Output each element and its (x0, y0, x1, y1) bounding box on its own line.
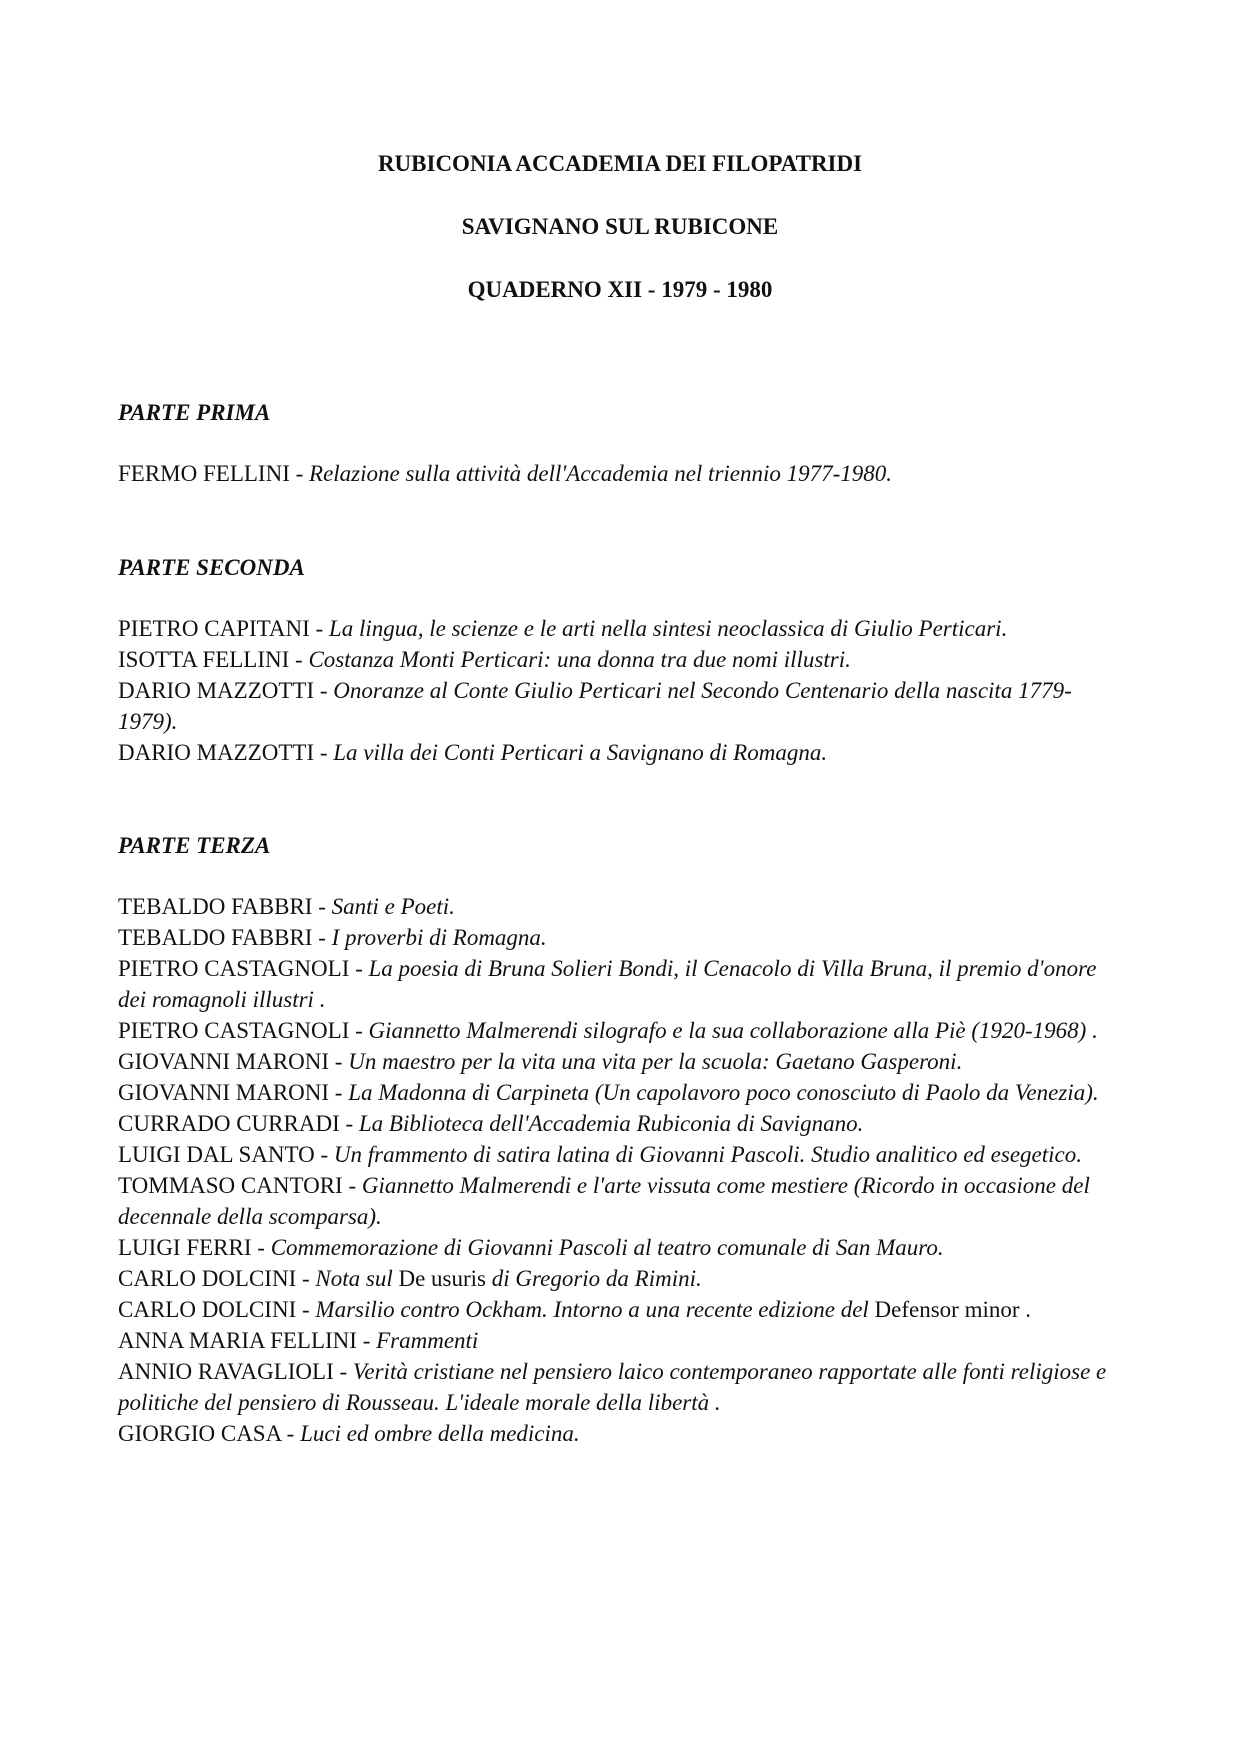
list-item (118, 458, 1128, 489)
entry-work-title: De usuris (398, 1266, 487, 1291)
header-city: SAVIGNANO SUL RUBICONE (461, 214, 779, 239)
list-item (118, 1356, 1128, 1418)
entry-title: Costanza Monti Perticari: una donna tra due nomi illustri. (308, 647, 851, 672)
list-item (118, 1077, 1128, 1108)
entry-author: CARLO DOLCINI - (118, 1266, 316, 1291)
entry-author: LUIGI FERRI - (118, 1235, 271, 1260)
entry-author: CURRADO CURRADI - (118, 1111, 359, 1136)
list-item (118, 1170, 1128, 1232)
entry-title: La lingua, le scienze e le arti nella sintesi neoclassica di Giulio Perticari. (328, 616, 1008, 641)
list-item (118, 1139, 1128, 1170)
entry-author: LUIGI DAL SANTO - (118, 1142, 334, 1167)
list-item (118, 737, 1128, 768)
list-item (118, 1046, 1128, 1077)
part-title: PARTE TERZA (118, 833, 271, 858)
entry-title: La villa dei Conti Perticari a Savignano di Romagna. (333, 740, 828, 765)
entry-author: DARIO MAZZOTTI - (118, 740, 334, 765)
entry-author: TEBALDO FABBRI - (118, 894, 332, 919)
list-item (118, 891, 1128, 922)
entry-author: TEBALDO FABBRI - (118, 925, 332, 950)
list-item (118, 1418, 1128, 1449)
header-academy-name: RUBICONIA ACCADEMIA DEI FILOPATRIDI (377, 151, 863, 176)
entry-title: La Biblioteca dell'Accademia Rubiconia di Savignano. (358, 1111, 864, 1136)
entry-title: Luci ed ombre della medicina. (300, 1421, 580, 1446)
list-item (118, 922, 1128, 953)
entry-author: PIETRO CASTAGNOLI - (118, 1018, 369, 1043)
list-item (118, 1263, 1128, 1294)
list-item (118, 1232, 1128, 1263)
list-item (118, 953, 1128, 1015)
entry-title: Onoranze al Conte Giulio Perticari nel Secondo Centenario della nascita 1779-1979). (118, 678, 1072, 734)
entry-list (118, 891, 1128, 1449)
entry-title: Un maestro per la vita una vita per la scuola: Gaetano Gasperoni. (348, 1049, 963, 1074)
entry-author: FERMO FELLINI - (118, 461, 310, 486)
section-parte-terza (118, 831, 1128, 1449)
entry-title: La poesia di Bruna Solieri Bondi, il Cenacolo di Villa Bruna, il premio d'onore dei romagnoli illustri . (118, 956, 1097, 1012)
entry-author: GIOVANNI MARONI - (118, 1080, 349, 1105)
entry-title: Un frammento di satira latina di Giovanni Pascoli. Studio analitico ed esegetico. (333, 1142, 1082, 1167)
entry-title: Giannetto Malmerendi silografo e la sua collaborazione alla Piè (1920-1968) . (368, 1018, 1098, 1043)
entry-list (118, 613, 1128, 768)
entry-title: Verità cristiane nel pensiero laico contemporaneo rapportate alle fonti religiose e politiche del pensiero di Rousseau. L'ideale morale della libertà . (118, 1359, 1107, 1415)
entry-author: GIOVANNI MARONI - (118, 1049, 349, 1074)
entry-title: I proverbi di Romagna. (331, 925, 547, 950)
part-title: PARTE PRIMA (118, 400, 271, 425)
entry-title: Marsilio contro Ockham. Intorno a una recente edizione del (315, 1297, 875, 1322)
entry-title-continued: di Gregorio da Rimini. (486, 1266, 702, 1291)
list-item (118, 1015, 1128, 1046)
entry-author: DARIO MAZZOTTI - (118, 678, 334, 703)
entry-title: Frammenti (376, 1328, 479, 1353)
entry-author: CARLO DOLCINI - (118, 1297, 316, 1322)
entry-work-title: Defensor minor . (874, 1297, 1032, 1322)
entry-author: ANNIO RAVAGLIOLI - (118, 1359, 353, 1384)
header-volume: QUADERNO XII - 1979 - 1980 (467, 277, 773, 302)
entry-title: Relazione sulla attività dell'Accademia nel triennio 1977-1980. (309, 461, 893, 486)
entry-author: ISOTTA FELLINI - (118, 647, 309, 672)
list-item (118, 613, 1128, 644)
entry-title: La Madonna di Carpineta (Un capolavoro poco conosciuto di Paolo da Venezia). (348, 1080, 1099, 1105)
entry-author: GIORGIO CASA - (118, 1421, 301, 1446)
list-item (118, 644, 1128, 675)
entry-author: PIETRO CASTAGNOLI - (118, 956, 369, 981)
section-parte-seconda (118, 553, 1128, 768)
entry-author: PIETRO CAPITANI - (118, 616, 329, 641)
entry-author: ANNA MARIA FELLINI - (118, 1328, 377, 1353)
entry-author: TOMMASO CANTORI - (118, 1173, 362, 1198)
list-item (118, 675, 1128, 737)
entry-title: Nota sul (315, 1266, 399, 1291)
list-item (118, 1108, 1128, 1139)
entry-title: Commemorazione di Giovanni Pascoli al teatro comunale di San Mauro. (270, 1235, 944, 1260)
entry-title: Giannetto Malmerendi e l'arte vissuta come mestiere (Ricordo in occasione del decennale della scomparsa). (118, 1173, 1090, 1229)
entry-title: Santi e Poeti. (331, 894, 455, 919)
part-title: PARTE SECONDA (118, 555, 305, 580)
section-parte-prima (118, 398, 1128, 489)
list-item (118, 1325, 1128, 1356)
list-item (118, 1294, 1128, 1325)
entry-list (118, 458, 1128, 489)
